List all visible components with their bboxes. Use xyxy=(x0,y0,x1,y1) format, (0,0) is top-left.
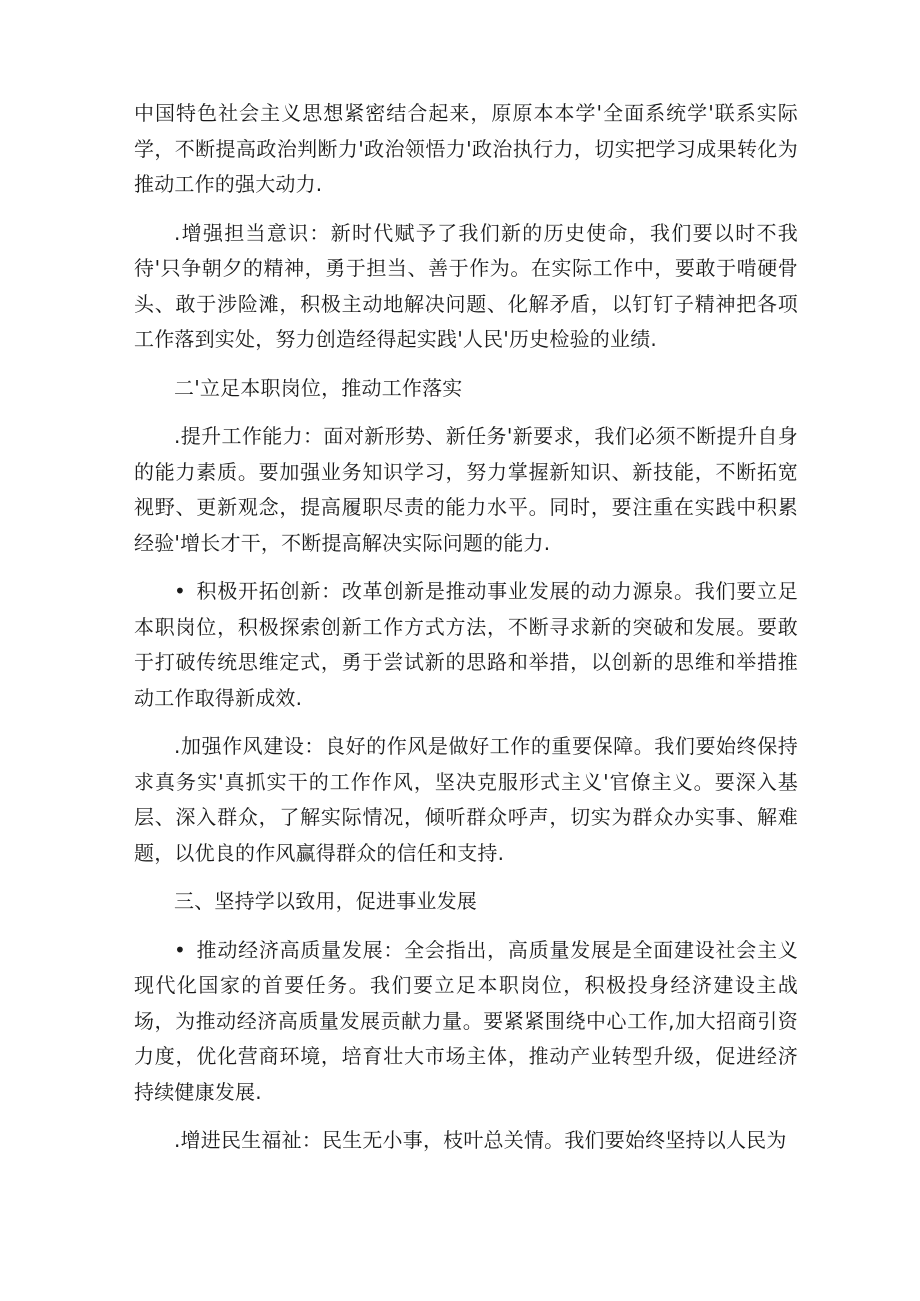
paragraph-work-ability: .提升工作能力：面对新形势、新任务'新要求，我们必须不断提升自身的能力素质。要加强业务知识学习，努力掌握新知识、新技能，不断拓宽视野、更新观念，提高履职尽责的能力水平。同时，要注重在实践中积累经验'增长才干，不断提高解决实际问题的能力. xyxy=(134,424,798,555)
bullet-icon: • xyxy=(174,937,186,962)
paragraph-work-style: .加强作风建设：良好的作风是做好工作的重要保障。我们要始终保持求真务实'真抓实干的工作作风，坚决克服形式主义'官僚主义。要深入基层、深入群众，了解实际情况，倾听群众呼声，切实为群众办实事、解难题，以优良的作风赢得群众的信任和支持. xyxy=(134,734,798,865)
section-heading-2: 二'立足本职岗位，推动工作落实 xyxy=(174,375,463,400)
section-heading-3: 三、坚持学以致用，促进事业发展 xyxy=(174,889,477,913)
paragraph-innovation xyxy=(134,574,798,716)
bullet-icon: • xyxy=(174,579,186,603)
paragraph-continuation: 中国特色社会主义思想紧密结合起来，原原本本学'全面系统学'联系实际学，不断提高政治判断力'政治领悟力'政治执行力，切实把学习成果转化为推动工作的强大动力. xyxy=(134,101,798,196)
paragraph-livelihood: .增进民生福祉：民生无小事，枝叶总关情。我们要始终坚持以人民为 xyxy=(174,1128,787,1152)
document-page xyxy=(134,96,798,1159)
paragraph-economy-text: 推动经济高质量发展：全会指出，高质量发展是全面建设社会主义现代化国家的首要任务。我们要立足本职岗位，积极投身经济建设主战场，为推动经济高质量发展贡献力量。要紧紧围绕中心工作,加大招商引资力度，优化营商环境，培育壮大市场主体，推动产业转型升级，促进经济持续健康发展. xyxy=(134,937,798,1104)
paragraph-responsibility: .增强担当意识：新时代赋予了我们新的历史使命，我们要以时不我待'只争朝夕的精神，勇于担当、善于作为。在实际工作中，要敢于啃硬骨头、敢于涉险滩，积极主动地解决问题、化解矛盾，以钉钉子精神把各项工作落到实处，努力创造经得起实践'人民'历史检验的业绩. xyxy=(134,220,798,351)
paragraph-innovation-text: 积极开拓创新：改革创新是推动事业发展的动力源泉。我们要立足本职岗位，积极探索创新工作方式方法，不断寻求新的突破和发展。要敢于打破传统思维定式，勇于尝试新的思路和举措，以创新的思维和举措推动工作取得新成效. xyxy=(134,579,798,710)
paragraph-economy xyxy=(134,933,798,1111)
